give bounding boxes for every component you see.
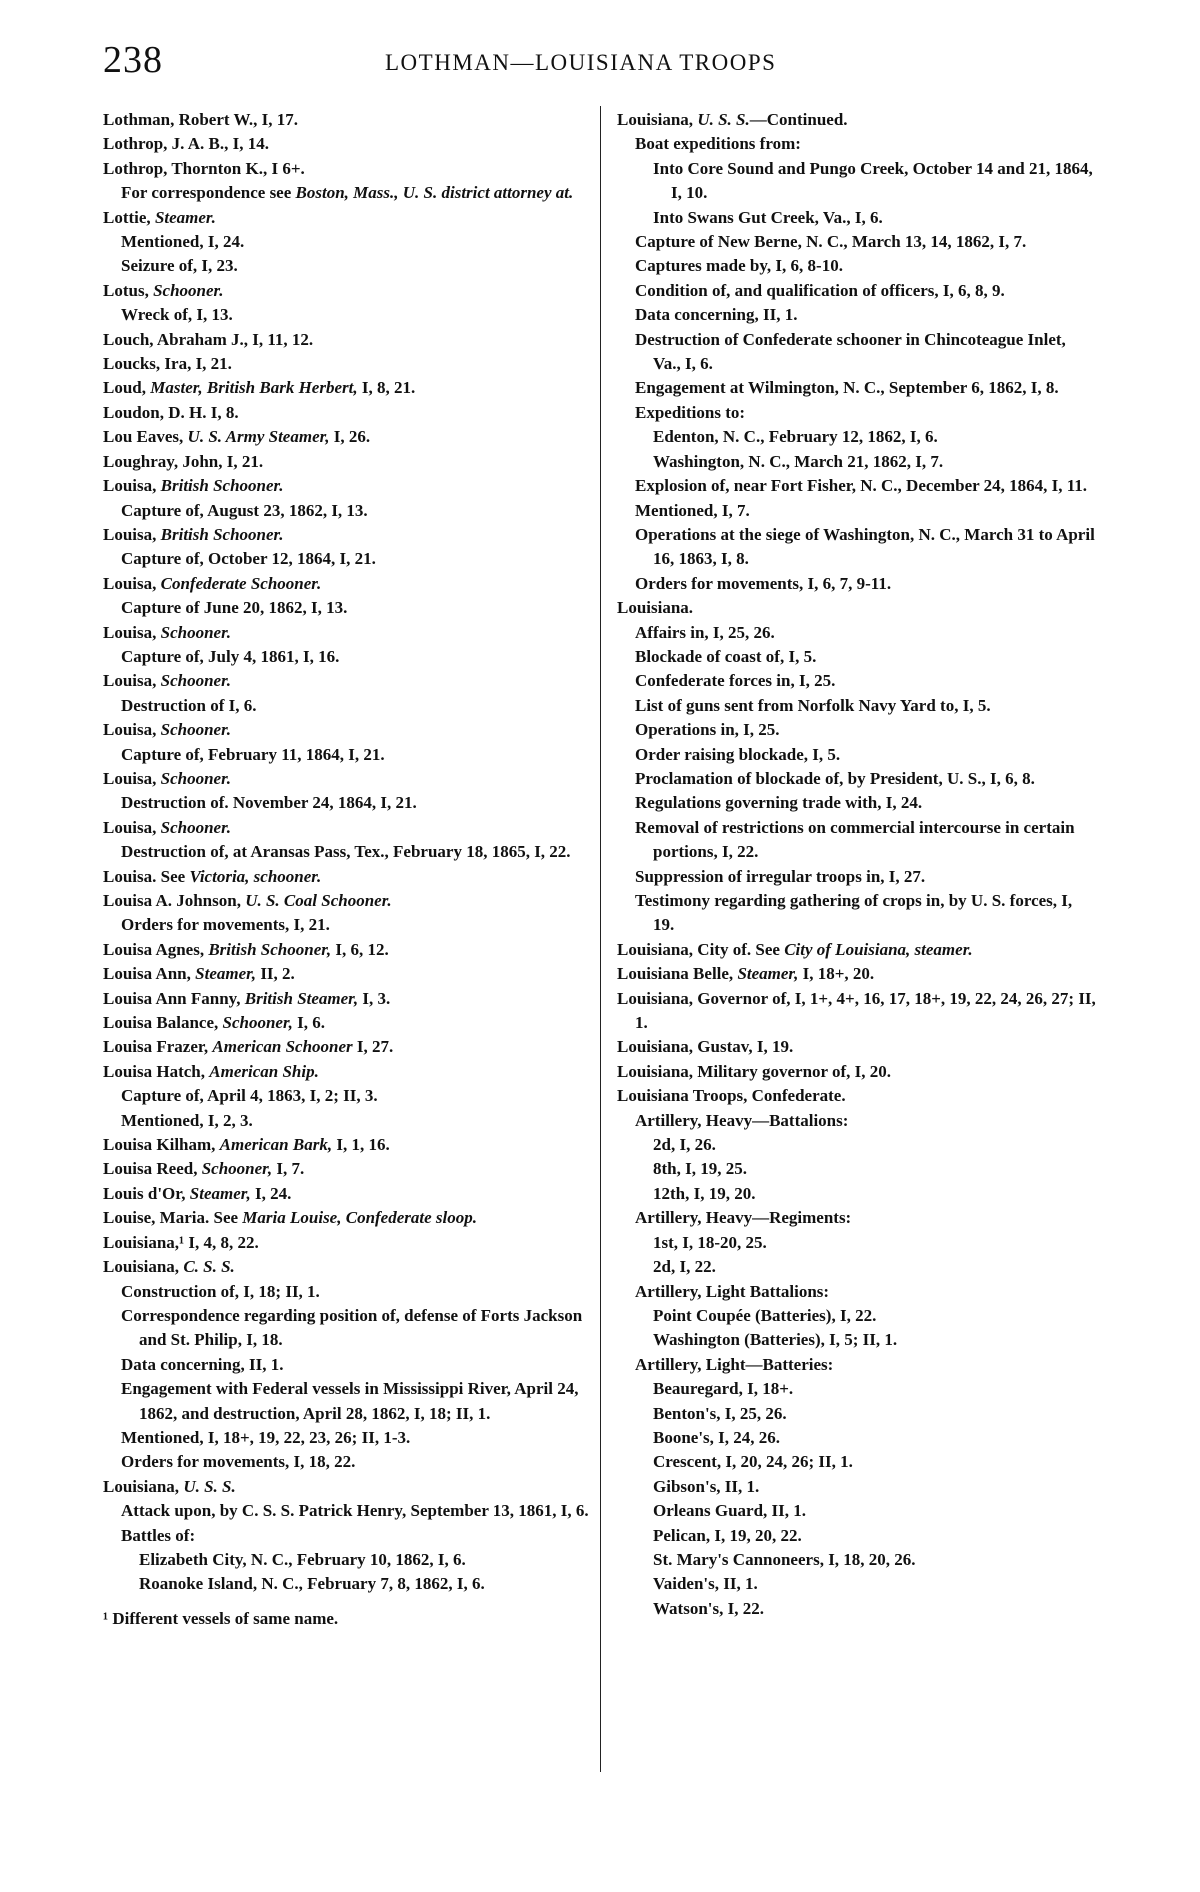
entry-text: List of guns sent from Norfolk Navy Yard to, I, 5. — [635, 695, 991, 715]
entry-text: 12th, I, 19, 20. — [653, 1183, 756, 1203]
entry-text: 8th, I, 19, 25. — [653, 1159, 747, 1179]
entry-text: Lou Eaves, — [103, 427, 188, 447]
entry-italic-text: British Schooner. — [160, 476, 284, 496]
entry-text: Vaiden's, II, 1. — [653, 1574, 758, 1594]
entry-text: Proclamation of blockade of, by President, U. S., I, 6, 8. — [635, 768, 1035, 788]
index-subentry — [103, 1084, 593, 1108]
entry-text: I, 7. — [272, 1159, 305, 1179]
entry-text: Louisa Ann Fanny, — [103, 988, 245, 1008]
entry-text: Louisiana,¹ I, 4, 8, 22. — [103, 1232, 259, 1252]
index-subentry — [617, 1597, 1097, 1621]
index-entry — [617, 938, 1097, 962]
entry-italic-text: Victoria, schooner. — [189, 866, 322, 886]
index-subentry — [103, 645, 593, 669]
entry-text: Louisa Hatch, — [103, 1061, 210, 1081]
index-subentry — [103, 230, 593, 254]
page-header — [0, 38, 1200, 88]
index-subentry — [103, 913, 593, 937]
entry-text: Boat expeditions from: — [635, 134, 801, 154]
index-subentry — [103, 840, 593, 864]
entry-text: Captures made by, I, 6, 8-10. — [635, 256, 843, 276]
index-subentry — [617, 1133, 1097, 1157]
entry-text: Expeditions to: — [635, 402, 746, 422]
index-entry — [103, 1011, 593, 1035]
index-subentry — [103, 1572, 593, 1596]
index-subentry — [617, 425, 1097, 449]
index-subentry — [103, 743, 593, 767]
entry-text: Affairs in, I, 25, 26. — [635, 622, 775, 642]
index-subentry — [617, 1572, 1097, 1596]
index-entry — [103, 132, 593, 156]
entry-text: Roanoke Island, N. C., February 7, 8, 1862, I, 6. — [139, 1574, 485, 1594]
entry-text: Data concerning, II, 1. — [635, 305, 798, 325]
index-entry — [103, 889, 593, 913]
entry-text: Loudon, D. H. I, 8. — [103, 402, 239, 422]
entry-text: Louisa, — [103, 476, 161, 496]
entry-text: Louisa, — [103, 720, 161, 740]
index-subentry — [617, 401, 1097, 425]
entry-text: Louch, Abraham J., I, 11, 12. — [103, 329, 314, 349]
index-entry — [103, 279, 593, 303]
index-entry — [103, 718, 593, 742]
index-entry — [617, 1060, 1097, 1084]
index-subentry — [103, 1450, 593, 1474]
entry-text: Into Swans Gut Creek, Va., I, 6. — [653, 207, 883, 227]
entry-text: Destruction of Confederate schooner in Chincoteague Inlet, Va., I, 6. — [635, 329, 1066, 374]
entry-text: Correspondence regarding position of, defense of Forts Jackson and St. Philip, I, 18. — [121, 1305, 583, 1350]
entry-text: Capture of New Berne, N. C., March 13, 14, 1862, I, 7. — [635, 232, 1027, 252]
entry-italic-text: Schooner. — [160, 671, 232, 691]
index-subentry — [617, 1475, 1097, 1499]
entry-text: I, 6, 12. — [331, 939, 389, 959]
index-subentry — [103, 499, 593, 523]
entry-text: Regulations governing trade with, I, 24. — [635, 793, 923, 813]
index-entry — [103, 987, 593, 1011]
index-subentry — [617, 1548, 1097, 1572]
entry-text: Benton's, I, 25, 26. — [653, 1403, 787, 1423]
entry-text: Engagement with Federal vessels in Mississippi River, April 24, 1862, and destruction, April 28, 1862, I, 18; II, 1. — [121, 1379, 579, 1423]
footnote: ¹ Different vessels of same name. — [103, 1608, 339, 1628]
column-divider — [600, 106, 601, 1772]
entry-italic-text: Schooner. — [160, 768, 232, 788]
index-subentry — [617, 1328, 1097, 1352]
entry-italic-text: Steamer, — [195, 964, 257, 984]
entry-text: 2d, I, 22. — [653, 1257, 716, 1277]
index-subentry — [617, 865, 1097, 889]
index-entry — [103, 376, 593, 400]
entry-text: Destruction of I, 6. — [121, 695, 257, 715]
entry-text: I, 18+, 20. — [798, 964, 875, 984]
entry-text: I, 1, 16. — [332, 1135, 390, 1155]
index-entry — [103, 1475, 593, 1499]
entry-text: Louisa Balance, — [103, 1013, 223, 1033]
index-subentry — [103, 1280, 593, 1304]
entry-text: Louisiana Belle, — [617, 964, 738, 984]
entry-text: Condition of, and qualification of officers, I, 6, 8, 9. — [635, 280, 1005, 300]
entry-text: Edenton, N. C., February 12, 1862, I, 6. — [653, 427, 938, 447]
entry-text: Orders for movements, I, 6, 7, 9-11. — [635, 573, 892, 593]
entry-italic-text: Master, British Bark Herbert, — [150, 378, 358, 398]
entry-text: Capture of, July 4, 1861, I, 16. — [121, 646, 340, 666]
index-subentry — [617, 816, 1097, 865]
entry-text: Engagement at Wilmington, N. C., September 6, 1862, I, 8. — [635, 378, 1059, 398]
entry-text: St. Mary's Cannoneers, I, 18, 20, 26. — [653, 1549, 916, 1569]
index-subentry — [103, 547, 593, 571]
index-subentry — [103, 303, 593, 327]
entry-text: Louisa Agnes, — [103, 939, 209, 959]
entry-text: Blockade of coast of, I, 5. — [635, 646, 817, 666]
index-entry — [103, 401, 593, 425]
entry-text: Explosion of, near Fort Fisher, N. C., December 24, 1864, I, 11. — [635, 476, 1088, 496]
index-column-left — [103, 108, 593, 1631]
entry-text: Lothrop, J. A. B., I, 14. — [103, 134, 269, 154]
index-subentry — [617, 376, 1097, 400]
index-entry — [103, 1231, 593, 1255]
index-subentry — [617, 1182, 1097, 1206]
index-subentry — [617, 450, 1097, 474]
entry-text: Watson's, I, 22. — [653, 1598, 764, 1618]
index-subentry — [103, 254, 593, 278]
index-subentry — [103, 1109, 593, 1133]
index-subentry — [617, 157, 1097, 206]
index-subentry — [617, 718, 1097, 742]
index-entry — [103, 816, 593, 840]
entry-text: Louisa, — [103, 573, 161, 593]
entry-text: Louisa, — [103, 768, 161, 788]
entry-text: Lothman, Robert W., I, 17. — [103, 110, 299, 129]
index-subentry — [103, 1426, 593, 1450]
entry-italic-text: Steamer. — [154, 207, 216, 227]
index-subentry — [617, 669, 1097, 693]
index-subentry — [103, 1304, 593, 1353]
index-subentry — [617, 791, 1097, 815]
entry-text: I, 6. — [292, 1013, 326, 1033]
entry-text: —Continued. — [749, 110, 848, 129]
entry-italic-text: Schooner. — [160, 817, 232, 837]
index-subentry — [617, 1426, 1097, 1450]
index-subentry — [103, 694, 593, 718]
index-entry — [103, 523, 593, 547]
entry-text: Louisa Frazer, — [103, 1037, 213, 1057]
entry-italic-text: Boston, Mass., U. S. district attorney at. — [295, 183, 574, 203]
entry-text: Louisa Reed, — [103, 1159, 202, 1179]
entry-italic-text: Schooner. — [153, 280, 224, 300]
index-entry — [103, 1206, 593, 1230]
entry-italic-text: U. S. S. — [183, 1476, 236, 1496]
index-subentry — [617, 1499, 1097, 1523]
index-entry — [103, 962, 593, 986]
entry-text: I, 3. — [358, 988, 391, 1008]
entry-text: 1st, I, 18-20, 25. — [653, 1232, 767, 1252]
running-head: LOTHMAN—LOUISIANA TROOPS — [385, 50, 777, 75]
index-column-right — [617, 108, 1097, 1621]
entry-text: Loucks, Ira, I, 21. — [103, 354, 232, 374]
entry-text: Wreck of, I, 13. — [121, 305, 233, 325]
index-subentry — [617, 1524, 1097, 1548]
entry-text: Destruction of, at Aransas Pass, Tex., February 18, 1865, I, 22. — [121, 842, 571, 862]
entry-text: Capture of June 20, 1862, I, 13. — [121, 598, 348, 618]
entry-text: Construction of, I, 18; II, 1. — [121, 1281, 320, 1301]
entry-text: Orders for movements, I, 21. — [121, 915, 330, 935]
entry-text: Capture of, February 11, 1864, I, 21. — [121, 744, 385, 764]
index-entry — [103, 938, 593, 962]
entry-text: Data concerning, II, 1. — [121, 1354, 284, 1374]
index-subentry — [617, 621, 1097, 645]
index-subentry — [617, 230, 1097, 254]
entry-text: Capture of, August 23, 1862, I, 13. — [121, 500, 368, 520]
index-entry — [617, 108, 1097, 132]
entry-italic-text: Schooner. — [160, 720, 232, 740]
index-entry — [103, 474, 593, 498]
entry-text: Louisiana, Military governor of, I, 20. — [617, 1061, 892, 1081]
index-subentry — [103, 596, 593, 620]
entry-text: Louisiana, — [103, 1476, 184, 1496]
index-entry — [103, 1060, 593, 1084]
entry-text: Loud, — [103, 378, 151, 398]
entry-text: Artillery, Light Battalions: — [635, 1281, 830, 1301]
entry-text: For correspondence see — [121, 183, 296, 203]
index-subentry — [617, 1280, 1097, 1304]
index-subentry — [103, 1353, 593, 1377]
index-entry — [103, 572, 593, 596]
entry-text: Mentioned, I, 24. — [121, 232, 245, 252]
index-entry — [103, 621, 593, 645]
entry-text: Capture of, April 4, 1863, I, 2; II, 3. — [121, 1086, 378, 1106]
index-subentry — [617, 1157, 1097, 1181]
index-entry — [617, 1084, 1097, 1108]
index-subentry — [617, 1255, 1097, 1279]
index-subentry — [617, 1304, 1097, 1328]
entry-text: Point Coupée (Batteries), I, 22. — [653, 1305, 877, 1325]
index-subentry — [617, 1231, 1097, 1255]
entry-text: Louisa, — [103, 671, 161, 691]
entry-italic-text: City of Louisiana, steamer. — [784, 939, 973, 959]
entry-italic-text: American Ship. — [209, 1061, 319, 1081]
index-subentry — [617, 303, 1097, 327]
index-entry — [103, 1133, 593, 1157]
index-entry — [103, 865, 593, 889]
entry-text: Testimony regarding gathering of crops in, by U. S. forces, I, 19. — [635, 891, 1073, 935]
entry-italic-text: British Steamer, — [244, 988, 359, 1008]
index-entry — [103, 352, 593, 376]
index-subentry — [617, 499, 1097, 523]
entry-text: Artillery, Heavy—Regiments: — [635, 1208, 852, 1228]
index-entry — [617, 987, 1097, 1036]
entry-text: Louis d'Or, — [103, 1183, 190, 1203]
entry-italic-text: U. S. Army Steamer, — [187, 427, 330, 447]
index-entry — [617, 1035, 1097, 1059]
index-subentry — [617, 1402, 1097, 1426]
entry-italic-text: Steamer, — [737, 964, 799, 984]
index-subentry — [617, 1450, 1097, 1474]
page-number: 238 — [103, 39, 163, 81]
index-entry — [103, 1157, 593, 1181]
index-entry — [103, 157, 593, 181]
index-entry — [617, 962, 1097, 986]
entry-text: Artillery, Light—Batteries: — [635, 1354, 834, 1374]
index-subentry — [617, 645, 1097, 669]
entry-text: Louisa. See — [103, 866, 190, 886]
entry-text: Gibson's, II, 1. — [653, 1476, 760, 1496]
entry-italic-text: Steamer, — [189, 1183, 251, 1203]
entry-italic-text: Schooner. — [160, 622, 232, 642]
entry-text: I, 8, 21. — [357, 378, 416, 398]
entry-text: Louisa, — [103, 524, 161, 544]
index-entry — [617, 596, 1097, 620]
entry-text: Louisiana, Gustav, I, 19. — [617, 1037, 794, 1057]
entry-italic-text: C. S. S. — [183, 1257, 235, 1277]
index-subentry — [617, 1206, 1097, 1230]
index-subentry — [617, 474, 1097, 498]
index-entry — [103, 1035, 593, 1059]
entry-text: I, 26. — [329, 427, 371, 447]
index-subentry — [617, 767, 1097, 791]
index-subentry — [617, 254, 1097, 278]
entry-text: Louisiana Troops, Confederate. — [617, 1086, 846, 1106]
entry-text: II, 2. — [256, 964, 295, 984]
entry-text: Loughray, John, I, 21. — [103, 451, 264, 471]
entry-text: Artillery, Heavy—Battalions: — [635, 1110, 849, 1130]
entry-text: Orders for movements, I, 18, 22. — [121, 1452, 356, 1472]
index-subentry — [103, 791, 593, 815]
index-subentry — [617, 889, 1097, 938]
entry-text: Into Core Sound and Pungo Creek, October 14 and 21, 1864, I, 10. — [653, 158, 1093, 203]
entry-text: Mentioned, I, 2, 3. — [121, 1110, 253, 1130]
index-subentry — [617, 694, 1097, 718]
entry-text: Louisiana, — [103, 1257, 184, 1277]
index-subentry — [617, 132, 1097, 156]
entry-italic-text: Schooner, — [222, 1013, 293, 1033]
entry-text: Washington, N. C., March 21, 1862, I, 7. — [653, 451, 944, 471]
entry-text: Louisa, — [103, 817, 161, 837]
entry-text: Crescent, I, 20, 24, 26; II, 1. — [653, 1452, 853, 1472]
entry-text: 2d, I, 26. — [653, 1135, 716, 1155]
entry-text: Battles of: — [121, 1525, 196, 1545]
index-subentry — [103, 181, 593, 205]
entry-text: I, 24. — [250, 1183, 292, 1203]
entry-text: Elizabeth City, N. C., February 10, 1862, I, 6. — [139, 1549, 466, 1569]
entry-text: Seizure of, I, 23. — [121, 256, 238, 276]
index-subentry — [617, 206, 1097, 230]
index-entry — [103, 328, 593, 352]
entry-text: Louisa A. Johnson, — [103, 891, 246, 910]
entry-text: Order raising blockade, I, 5. — [635, 744, 841, 764]
entry-italic-text: Schooner, — [201, 1159, 273, 1179]
index-subentry — [617, 523, 1097, 572]
entry-text: Operations in, I, 25. — [635, 720, 780, 740]
entry-italic-text: U. S. S. — [697, 110, 750, 129]
entry-text: Mentioned, I, 18+, 19, 22, 23, 26; II, 1-3. — [121, 1427, 411, 1447]
index-entry — [103, 669, 593, 693]
index-subentry — [617, 743, 1097, 767]
entry-italic-text: American Schooner — [212, 1037, 353, 1057]
entry-italic-text: British Schooner. — [160, 524, 284, 544]
entry-text: Boone's, I, 24, 26. — [653, 1427, 781, 1447]
index-subentry — [103, 1377, 593, 1426]
index-entry — [103, 206, 593, 230]
entry-text: Washington (Batteries), I, 5; II, 1. — [653, 1330, 898, 1350]
index-subentry — [617, 279, 1097, 303]
index-entry — [103, 425, 593, 449]
index-subentry — [617, 1109, 1097, 1133]
entry-text: Lottie, — [103, 207, 155, 227]
index-subentry — [103, 1548, 593, 1572]
entry-italic-text: U. S. Coal Schooner. — [245, 891, 392, 910]
entry-text: Louise, Maria. See — [103, 1208, 243, 1228]
entry-text: I, 27. — [352, 1037, 394, 1057]
index-entry — [103, 1255, 593, 1279]
entry-text: Pelican, I, 19, 20, 22. — [653, 1525, 802, 1545]
entry-text: Destruction of. November 24, 1864, I, 21. — [121, 793, 417, 813]
index-entry — [103, 108, 593, 132]
index-entry — [103, 450, 593, 474]
index-subentry — [103, 1524, 593, 1548]
index-entry — [103, 767, 593, 791]
entry-text: Louisiana. — [617, 598, 694, 618]
index-subentry — [617, 1377, 1097, 1401]
entry-text: Orleans Guard, II, 1. — [653, 1501, 807, 1521]
index-subentry — [617, 572, 1097, 596]
entry-text: Louisa Kilham, — [103, 1135, 220, 1155]
index-subentry — [103, 1499, 593, 1523]
entry-text: Beauregard, I, 18+. — [653, 1379, 794, 1399]
entry-italic-text: Confederate Schooner. — [160, 573, 322, 593]
entry-italic-text: British Schooner, — [208, 939, 332, 959]
entry-text: Louisa, — [103, 622, 161, 642]
index-subentry — [617, 1353, 1097, 1377]
index-subentry — [617, 328, 1097, 377]
entry-italic-text: Maria Louise, Confederate sloop. — [242, 1208, 477, 1228]
entry-text: Attack upon, by C. S. S. Patrick Henry, September 13, 1861, I, 6. — [121, 1501, 589, 1521]
index-entry — [103, 1182, 593, 1206]
entry-text: Operations at the siege of Washington, N. C., March 31 to April 16, 1863, I, 8. — [635, 524, 1095, 569]
entry-text: Removal of restrictions on commercial intercourse in certain portions, I, 22. — [635, 817, 1075, 862]
entry-text: Louisiana, City of. See — [617, 939, 785, 959]
entry-text: Capture of, October 12, 1864, I, 21. — [121, 549, 376, 569]
entry-text: Confederate forces in, I, 25. — [635, 671, 836, 691]
entry-text: Lothrop, Thornton K., I 6+. — [103, 158, 305, 178]
entry-text: Louisa Ann, — [103, 964, 196, 984]
entry-text: Mentioned, I, 7. — [635, 500, 750, 520]
entry-text: Lotus, — [103, 280, 154, 300]
entry-text: Louisiana, — [617, 110, 698, 129]
entry-text: Suppression of irregular troops in, I, 27. — [635, 866, 926, 886]
entry-italic-text: American Bark, — [219, 1135, 333, 1155]
entry-text: Louisiana, Governor of, I, 1+, 4+, 16, 17, 18+, 19, 22, 24, 26, 27; II, 1. — [617, 988, 1096, 1033]
